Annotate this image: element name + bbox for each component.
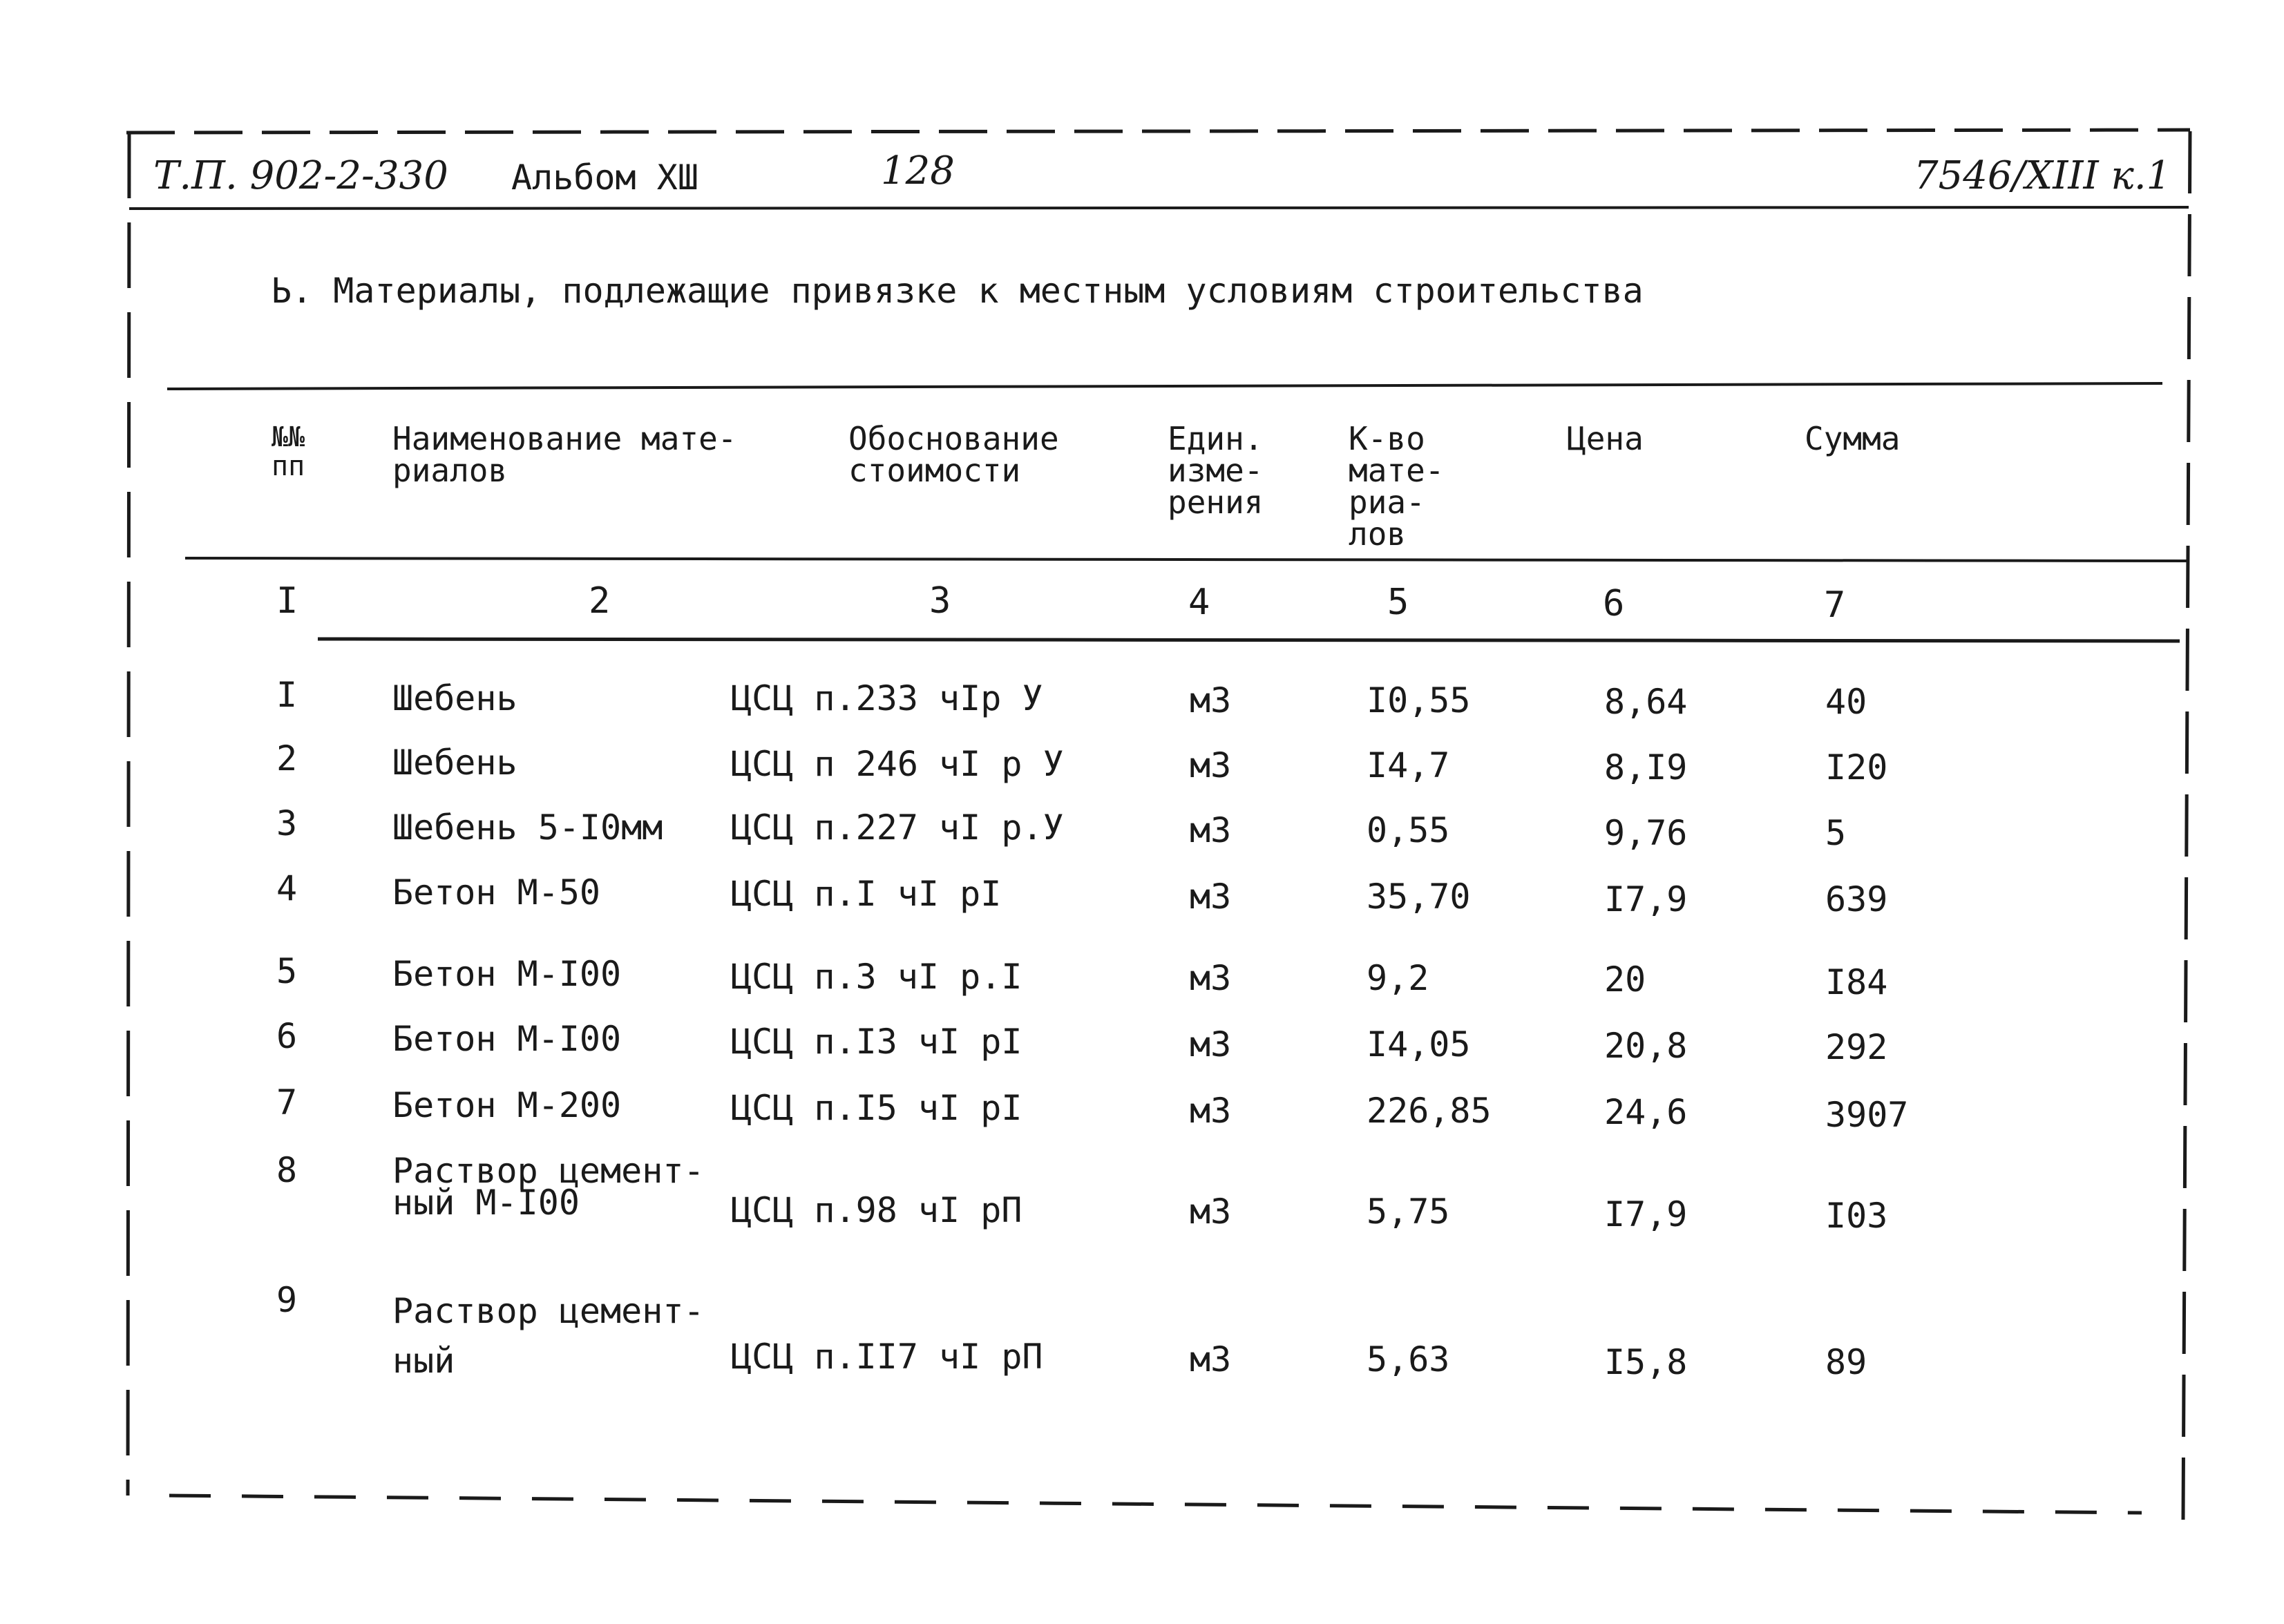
- material-name: Бетон М-200: [392, 1085, 622, 1125]
- col-header-number: №№ пп: [272, 421, 305, 482]
- material-name: Шебень 5-I0мм: [392, 808, 663, 848]
- unit: м3: [1190, 1339, 1232, 1379]
- cost-basis: ЦСЦ п.II7 чI рП: [731, 1337, 1043, 1377]
- sum: 5: [1825, 813, 1847, 853]
- header-rule: [129, 207, 2189, 209]
- sum: 89: [1825, 1342, 1867, 1382]
- quantity: I4,05: [1367, 1024, 1471, 1064]
- quantity: I0,55: [1367, 680, 1471, 720]
- cost-basis: ЦСЦ п.3 чI р.I: [731, 957, 1022, 997]
- col-header-unit: Един. изме- рения: [1168, 420, 1264, 521]
- doc-code: Т.П. 902-2-330: [153, 153, 448, 198]
- price: 8,64: [1604, 682, 1688, 722]
- album-label: Альбом ХШ: [511, 157, 698, 198]
- quantity: 9,2: [1367, 958, 1429, 998]
- col-header-qty: К-во мате- риа- лов: [1349, 420, 1445, 553]
- sum: 639: [1825, 879, 1888, 919]
- col-header-basis: Обоснование стоимости: [848, 420, 1059, 489]
- material-name: Шебень: [392, 678, 517, 718]
- material-name: Раствор цемент- ный М-I00: [392, 1151, 705, 1223]
- cost-basis: ЦСЦ п 246 чI р У: [731, 744, 1064, 784]
- col-number-6: 6: [1603, 583, 1625, 624]
- cost-basis: ЦСЦ п.98 чI рП: [731, 1190, 1022, 1230]
- col-number-5: 5: [1387, 582, 1409, 623]
- material-name: Бетон М-I00: [392, 1019, 622, 1059]
- frame-top-border: [126, 130, 2190, 133]
- quantity: 226,85: [1367, 1091, 1492, 1131]
- archive-code: 7546/ХIII к.1: [1914, 153, 2171, 198]
- row-number: 6: [276, 1016, 298, 1056]
- page-number: 128: [881, 149, 955, 193]
- row-number: 4: [276, 868, 298, 908]
- col-number-1: I: [276, 580, 298, 622]
- price: I7,9: [1604, 1194, 1688, 1234]
- section-title: Ь. Материалы, подлежащие привязке к местным условиям строительства: [271, 271, 1644, 311]
- row-number: 7: [276, 1082, 298, 1123]
- sum: 3907: [1825, 1095, 1909, 1135]
- cost-basis: ЦСЦ п.I5 чI рI: [731, 1088, 1022, 1128]
- quantity: 5,75: [1367, 1192, 1450, 1232]
- cost-basis: ЦСЦ п.233 чIр У: [731, 678, 1043, 718]
- price: 24,6: [1604, 1092, 1688, 1132]
- price: 20,8: [1604, 1026, 1688, 1066]
- col-header-price: Цена: [1567, 420, 1644, 457]
- unit: м3: [1190, 1192, 1232, 1232]
- material-name: Раствор цемент- ный: [392, 1291, 705, 1381]
- cost-basis: ЦСЦ п.I чI рI: [731, 874, 1002, 914]
- price: I5,8: [1604, 1342, 1688, 1382]
- row-number: 8: [276, 1150, 298, 1190]
- quantity: 5,63: [1367, 1339, 1450, 1379]
- unit: м3: [1190, 958, 1232, 998]
- row-number: 3: [276, 803, 298, 843]
- sum: I03: [1825, 1196, 1888, 1236]
- frame-bottom-border: [169, 1496, 2142, 1513]
- material-name: Шебень: [392, 743, 517, 783]
- frame-right-border: [2183, 131, 2190, 1520]
- sum: I20: [1825, 747, 1888, 787]
- row-number: I: [276, 675, 298, 715]
- price: I7,9: [1604, 879, 1688, 919]
- quantity: I4,7: [1367, 745, 1450, 785]
- col-number-2: 2: [589, 580, 611, 622]
- price: 8,I9: [1604, 747, 1688, 787]
- unit: м3: [1190, 1024, 1232, 1064]
- sum: 292: [1825, 1027, 1888, 1067]
- col-header-name: Наименование мате- риалов: [392, 420, 737, 489]
- material-name: Бетон М-50: [392, 872, 601, 913]
- col-number-4: 4: [1188, 582, 1210, 623]
- col-number-3: 3: [929, 580, 951, 622]
- frame-left-border: [128, 133, 129, 1496]
- column-header-rule: [185, 558, 2187, 561]
- quantity: 35,70: [1367, 877, 1471, 917]
- unit: м3: [1190, 810, 1232, 850]
- unit: м3: [1190, 680, 1232, 720]
- row-number: 5: [276, 951, 298, 991]
- material-name: Бетон М-I00: [392, 954, 622, 994]
- sum: 40: [1825, 682, 1867, 722]
- price: 20: [1604, 959, 1646, 1000]
- cost-basis: ЦСЦ п.227 чI р.У: [731, 808, 1064, 848]
- row-number: 9: [276, 1280, 298, 1320]
- column-number-rule: [318, 639, 2180, 641]
- col-number-7: 7: [1824, 584, 1846, 626]
- sum: I84: [1825, 962, 1888, 1002]
- cost-basis: ЦСЦ п.I3 чI рI: [731, 1022, 1022, 1062]
- unit: м3: [1190, 1091, 1232, 1131]
- unit: м3: [1190, 877, 1232, 917]
- unit: м3: [1190, 745, 1232, 785]
- quantity: 0,55: [1367, 810, 1450, 850]
- table-top-rule: [167, 383, 2162, 389]
- row-number: 2: [276, 738, 298, 778]
- price: 9,76: [1604, 813, 1688, 853]
- col-header-sum: Сумма: [1805, 420, 1901, 457]
